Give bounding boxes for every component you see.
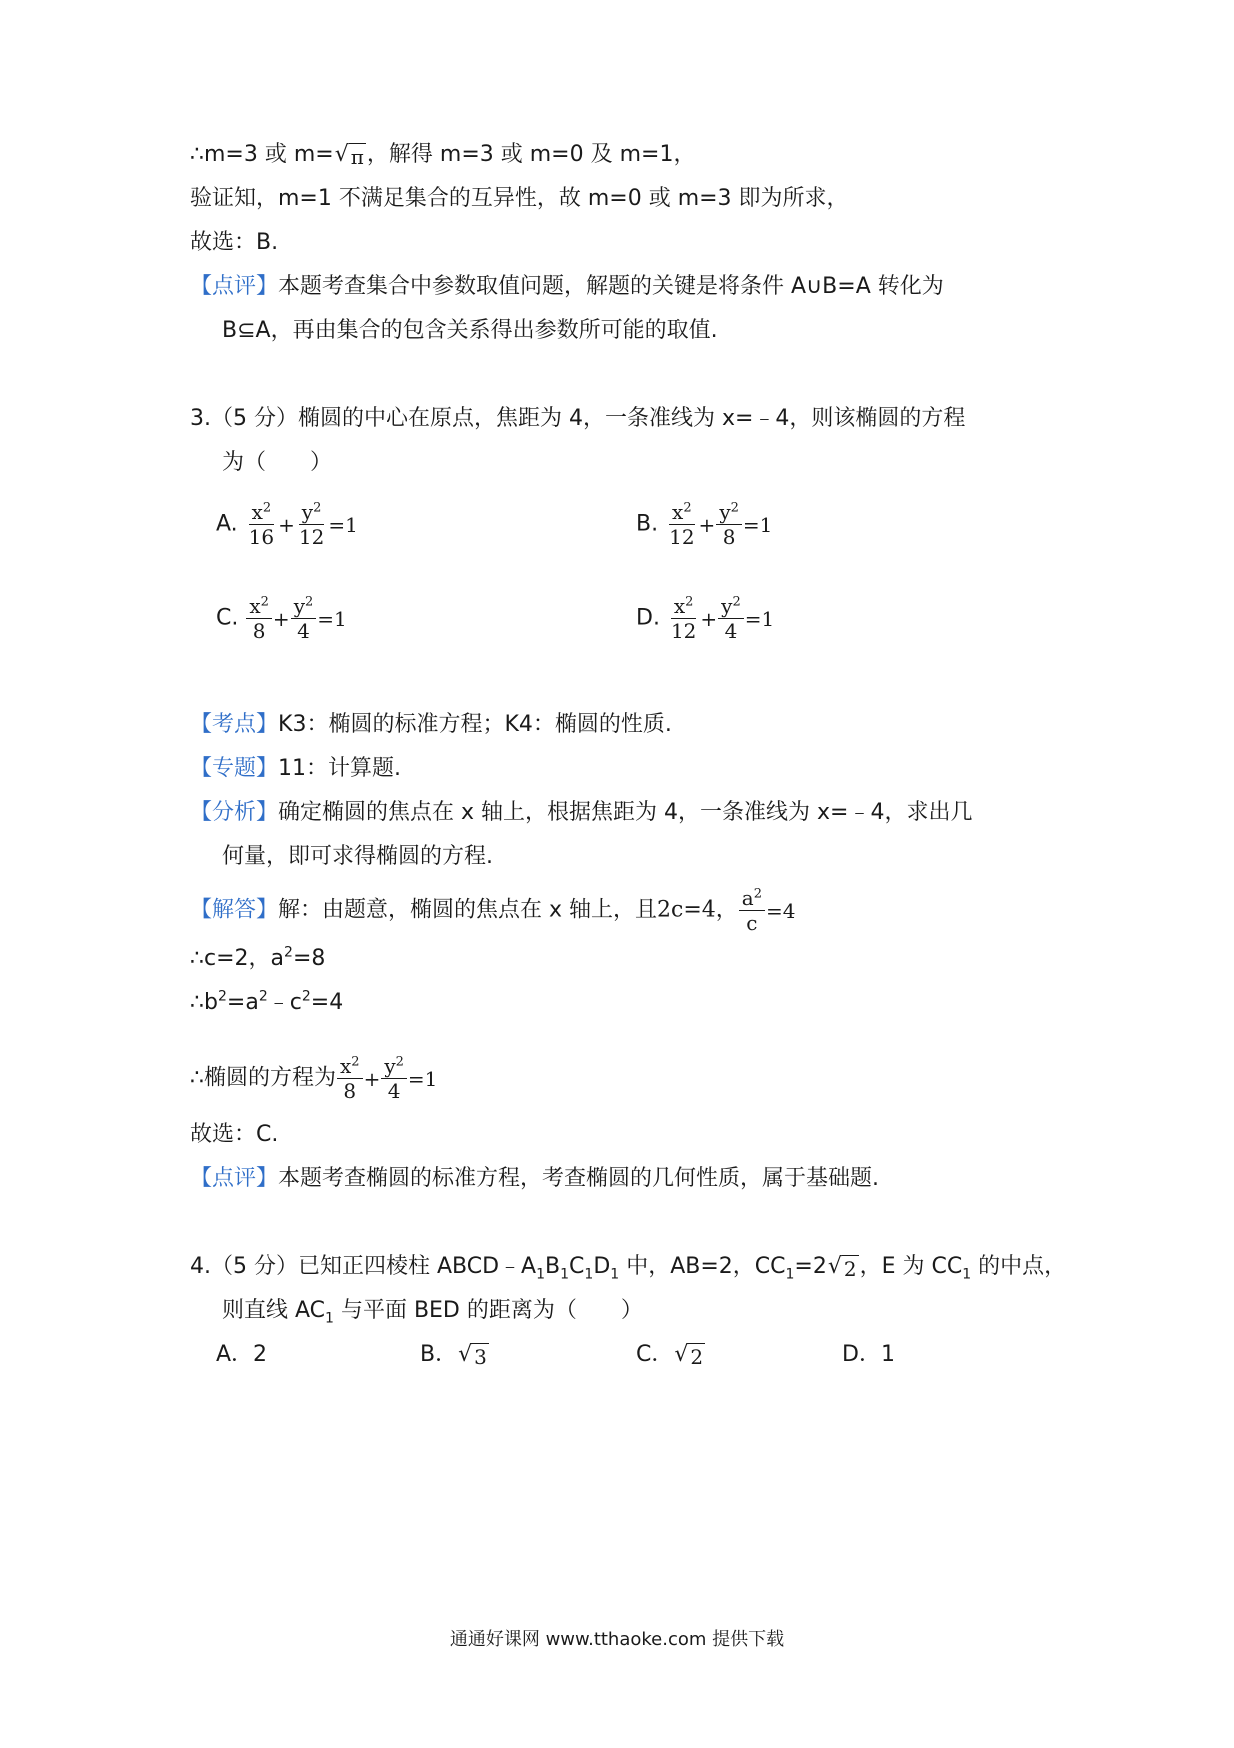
line-m-solution: ∴m=3 或 m= √ π ，解得 m=3 或 m=0 及 m=1， (190, 142, 696, 169)
q3-stem: 3.（5 分）椭圆的中心在原点，焦距为 4，一条准线为 x=﹣4，则该椭圆的方程 (190, 406, 966, 431)
page-footer: 通通好课网 www.tthaoke.com 提供下载 (449, 1629, 785, 1650)
q3-knowledge-point: 【考点】K3：椭圆的标准方程；K4：椭圆的性质. (190, 712, 672, 737)
q3-option-a: A. $\frac{x^2}{16}$ + $\frac{y^2}{12}$ =1 (216, 500, 358, 549)
q3-step-equation: ∴椭圆的方程为 $\frac{x^2}{8}$ + $\frac{y^2}{4}$ =1 (190, 1054, 438, 1103)
q4-option-a: A．2 (216, 1342, 268, 1367)
line-answer-b: 故选：B. (190, 230, 279, 255)
q3-review: 【点评】本题考查椭圆的标准方程，考查椭圆的几何性质，属于基础题. (190, 1166, 880, 1191)
q4-option-d: D．1 (842, 1342, 895, 1367)
q3-stem-cont: 为（ ） (222, 450, 333, 475)
tag-solution: 【解答】 (190, 897, 279, 923)
q3-step-c: ∴c=2，$a^2=8$ (190, 944, 326, 971)
q3-option-c: C. $\frac{x^2}{8}$ + $\frac{y^2}{4}$ =1 (216, 594, 347, 643)
review-q2: 【点评】本题考查集合中参数取值问题，解题的关键是将条件 A∪B=A 转化为 (190, 274, 944, 299)
q3-answer: 故选：C. (190, 1122, 279, 1147)
q4-option-c: C． √ 2 (636, 1342, 704, 1369)
q3-solution: 【解答】解：由题意，椭圆的焦点在 x 轴上，且2c=4， $\frac{a^2}{c}$ =4 (190, 886, 796, 935)
q3-step-b: $\therefore b^2=a^2﹣c^2=4$ (190, 988, 344, 1015)
sqrt-2: √ 2 (827, 1254, 857, 1281)
q4-option-b: B． √ 3 (420, 1342, 487, 1369)
tag-review: 【点评】 (190, 274, 279, 299)
tag-review-q3: 【点评】 (190, 1166, 279, 1191)
q3-option-d: D. $\frac{x^2}{12}$ + $\frac{y^2}{4}$ =1 (636, 594, 775, 643)
q3-option-b: B. $\frac{x^2}{12}$ + $\frac{y^2}{8}$ =1 (636, 500, 773, 549)
tag-topic: 【专题】 (190, 756, 279, 781)
q3-analysis: 【分析】确定椭圆的焦点在 x 轴上，根据焦距为 4，一条准线为 x=﹣4，求出几 (190, 800, 973, 825)
tag-knowledge-point: 【考点】 (190, 712, 279, 737)
q3-topic: 【专题】11：计算题. (190, 756, 402, 781)
q4-stem: 4.（5 分）已知正四棱柱 $ABCD﹣A_1B_1C_1D_1$ 中，AB=2，$CC_1=2$ √ 2 ，E 为 $CC_1$ 的中点， (190, 1254, 1067, 1283)
sqrt-pi: √ π (334, 142, 364, 169)
line-verify: 验证知，m=1 不满足集合的互异性，故 m=0 或 m=3 即为所求， (190, 186, 849, 211)
q4-stem-cont: 则直线 $AC_1$ 与平面 BED 的距离为（ ） (222, 1298, 643, 1327)
tag-analysis: 【分析】 (190, 800, 279, 825)
q3-analysis-cont: 何量，即可求得椭圆的方程. (222, 844, 493, 869)
review-q2-cont: B⊆A，再由集合的包含关系得出参数所可能的取值. (222, 318, 718, 343)
